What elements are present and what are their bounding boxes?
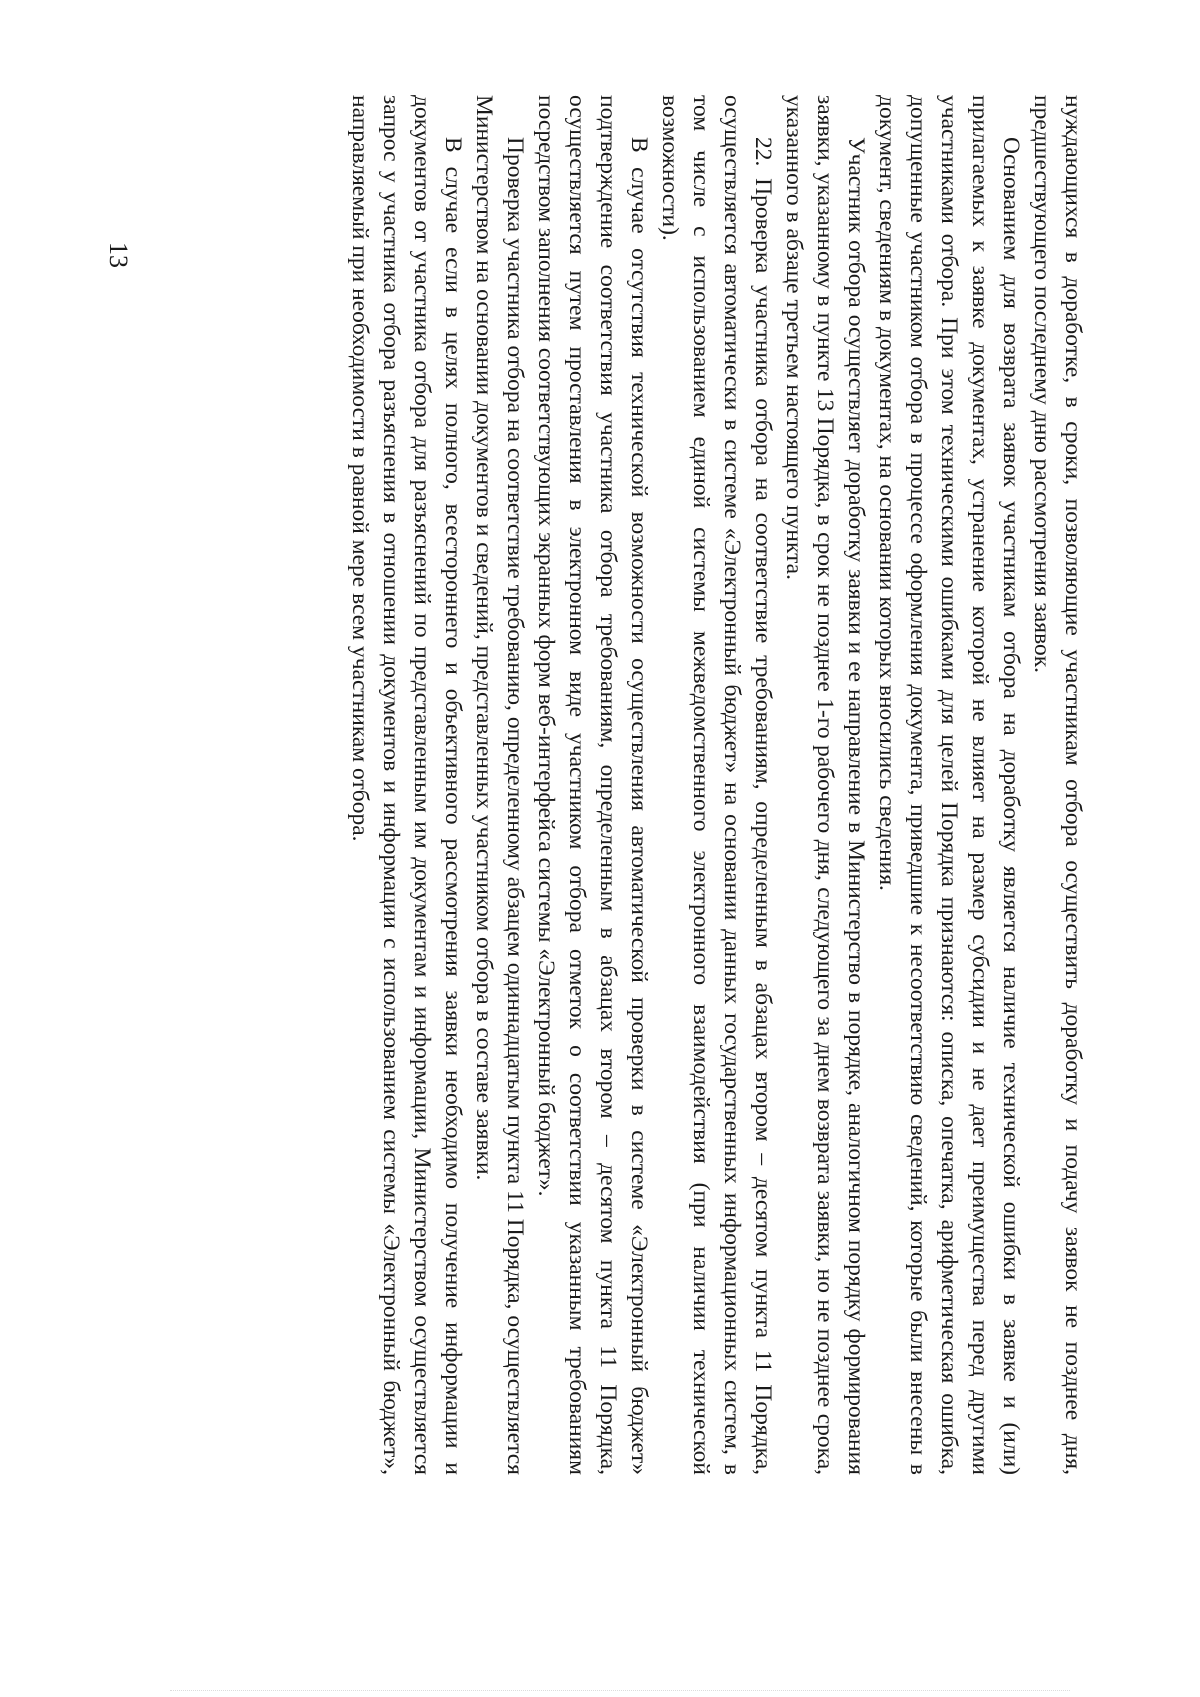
rotated-page-content	[148, 95, 1088, 1475]
paragraph-return-grounds: Основанием для возврата заявок участникам отбора на доработку является наличие технической ошибки в заявке и (или) прилагаемых к заявке документах, устранение которой не влияет на размер субсидии и не дает преимущества перед другими участниками отбора. При этом техническими ошибками для целей Порядка признаются: описка, опечатка, арифметическая ошибка, допущенные участником отбора в процессе оформления документа, приведшие к несоответствию сведений, которые были внесены в документ, сведениям в документах, на основании которых вносились сведения.	[874, 95, 1024, 1475]
page-number: 13	[104, 242, 133, 268]
scan-artifact	[170, 1690, 1070, 1693]
paragraph-revision-procedure: Участник отбора осуществляет доработку заявки и ее направление в Министерство в порядке, аналогичном порядку формирования заявки, указанному в пункте 13 Порядка, в срок не позднее 1-го рабочего дня, следующего за днем возврата заявки, но не позднее срока, указанного в абзаце третьем настоящего пункта.	[781, 95, 869, 1475]
paragraph-item-22: 22. Проверка участника отбора на соответствие требованиям, определенным в абзацах втором – десятом пункта 11 Порядка, осуществляется автоматически в системе «Электронный бюджет» на основании данных государственных информационных систем, в том числе с использованием единой системы межведомственного электронного взаимодействия (при наличии технической возможности).	[657, 95, 776, 1475]
paragraph-eleventh-requirement: Проверка участника отбора на соответствие требованию, определенному абзацем одиннадцатым пункта 11 Порядка, осуществляется Министерством на основании документов и сведений, представленных участником отбора в составе заявки.	[471, 95, 528, 1475]
paragraph-continuation: нуждающихся в доработке, в сроки, позволяющие участникам отбора осуществить доработку и подачу заявок не позднее дня, предшествующего последнему дню рассмотрения заявок.	[1029, 95, 1086, 1475]
paragraph-no-automatic-check: В случае отсутствия технической возможности осуществления автоматической проверки в системе «Электронный бюджет» подтверждение соответствия участника отбора требованиям, определенным в абзацах втором – десятом пункта 11 Порядка, осуществляется путем проставления в электронном виде участником отбора отметок о соответствии указанным требованиям посредством заполнения соответствующих экранных форм веб-интерфейса системы «Электронный бюджет».	[533, 95, 652, 1475]
document-body	[344, 95, 1088, 1475]
paragraph-clarification-request: В случае если в целях полного, всестороннего и объективного рассмотрения заявки необходимо получение информации и документов от участника отбора для разъяснений по представленным им документам и информации, Министерством осуществляется запрос у участника отбора разъяснения в отношении документов и информации с использованием системы «Электронный бюджет», направляемый при необходимости в равной мере всем участникам отбора.	[347, 95, 466, 1475]
